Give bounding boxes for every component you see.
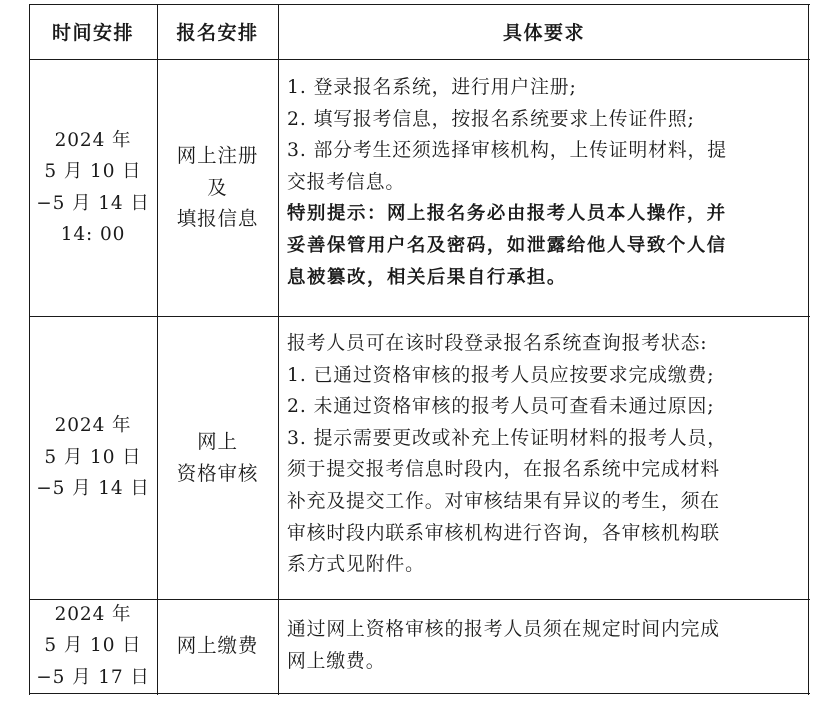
time-line: 5 月 10 日: [44, 161, 142, 182]
detail-line: 审核时段内联系审核机构进行咨询，各审核机构联: [287, 522, 720, 544]
row1-time-cell: [29, 59, 157, 316]
time-line: −5 月 14 日: [36, 478, 150, 500]
detail-line: 2. 未通过资格审核的报考人员可查看未通过原因;: [287, 396, 715, 418]
row3-stage-cell: [157, 599, 278, 693]
time-line: 5 月 10 日: [44, 635, 142, 657]
header-stage: 报名安排: [176, 22, 259, 44]
time-line: 2024 年: [54, 415, 132, 437]
time-line: 2024 年: [54, 603, 132, 625]
detail-line: 1. 登录报名系统，进行用户注册;: [287, 77, 577, 98]
detail-line: 系方式见附件。: [287, 554, 425, 576]
row2-time-cell: [29, 316, 157, 599]
header-time: 时间安排: [51, 22, 134, 44]
detail-line: 2. 填写报考信息，按报名系统要求上传证件照;: [287, 108, 695, 130]
detail-line: 交报考信息。: [287, 171, 406, 193]
time-line: 5 月 10 日: [44, 446, 142, 468]
schedule-table: [29, 4, 810, 695]
row2-stage-cell: [157, 316, 278, 599]
detail-line: 3. 提示需要更改或补充上传证明材料的报考人员，: [287, 427, 727, 449]
detail-line: 补充及提交工作。对审核结果有异议的考生，须在: [287, 490, 720, 512]
stage-line: 及: [207, 175, 228, 199]
row2-detail-cell: [278, 316, 810, 599]
row3-time-cell: [29, 599, 157, 693]
time-line: −5 月 17 日: [36, 666, 150, 688]
stage-line: 填报信息: [176, 207, 259, 231]
row3-detail-cell: [278, 599, 810, 693]
stage-line: 网上: [197, 430, 238, 453]
detail-line: 须于提交报考信息时段内，在报名系统中完成材料: [287, 459, 720, 481]
stage-line: 网上缴费: [176, 634, 259, 658]
detail-line: 3. 部分考生还须选择审核机构，上传证明材料，提: [287, 140, 727, 162]
time-line: 2024 年: [54, 129, 132, 151]
stage-line: 网上注册: [176, 144, 259, 168]
notice-line: 息被篡改，相关后果自行承担。: [287, 266, 567, 288]
time-line: 14: 00: [60, 224, 126, 245]
detail-line: 报考人员可在该时段登录报名系统查询报考状态:: [287, 333, 708, 354]
notice-line: 妥善保管用户名及密码，如泄露给他人导致个人信: [287, 234, 727, 256]
detail-line: 通过网上资格审核的报考人员须在规定时间内完成: [287, 619, 720, 640]
stage-line: 资格审核: [176, 461, 259, 485]
detail-line: 网上缴费。: [287, 650, 386, 672]
header-requirements: 具体要求: [502, 22, 585, 44]
detail-line: 1. 已通过资格审核的报考人员应按要求完成缴费;: [287, 364, 715, 386]
row1-detail-cell: [278, 59, 810, 316]
row1-stage-cell: [157, 59, 278, 316]
notice-line: 特别提示：网上报名务必由报考人员本人操作，并: [287, 203, 727, 225]
time-line: −5 月 14 日: [36, 192, 150, 214]
